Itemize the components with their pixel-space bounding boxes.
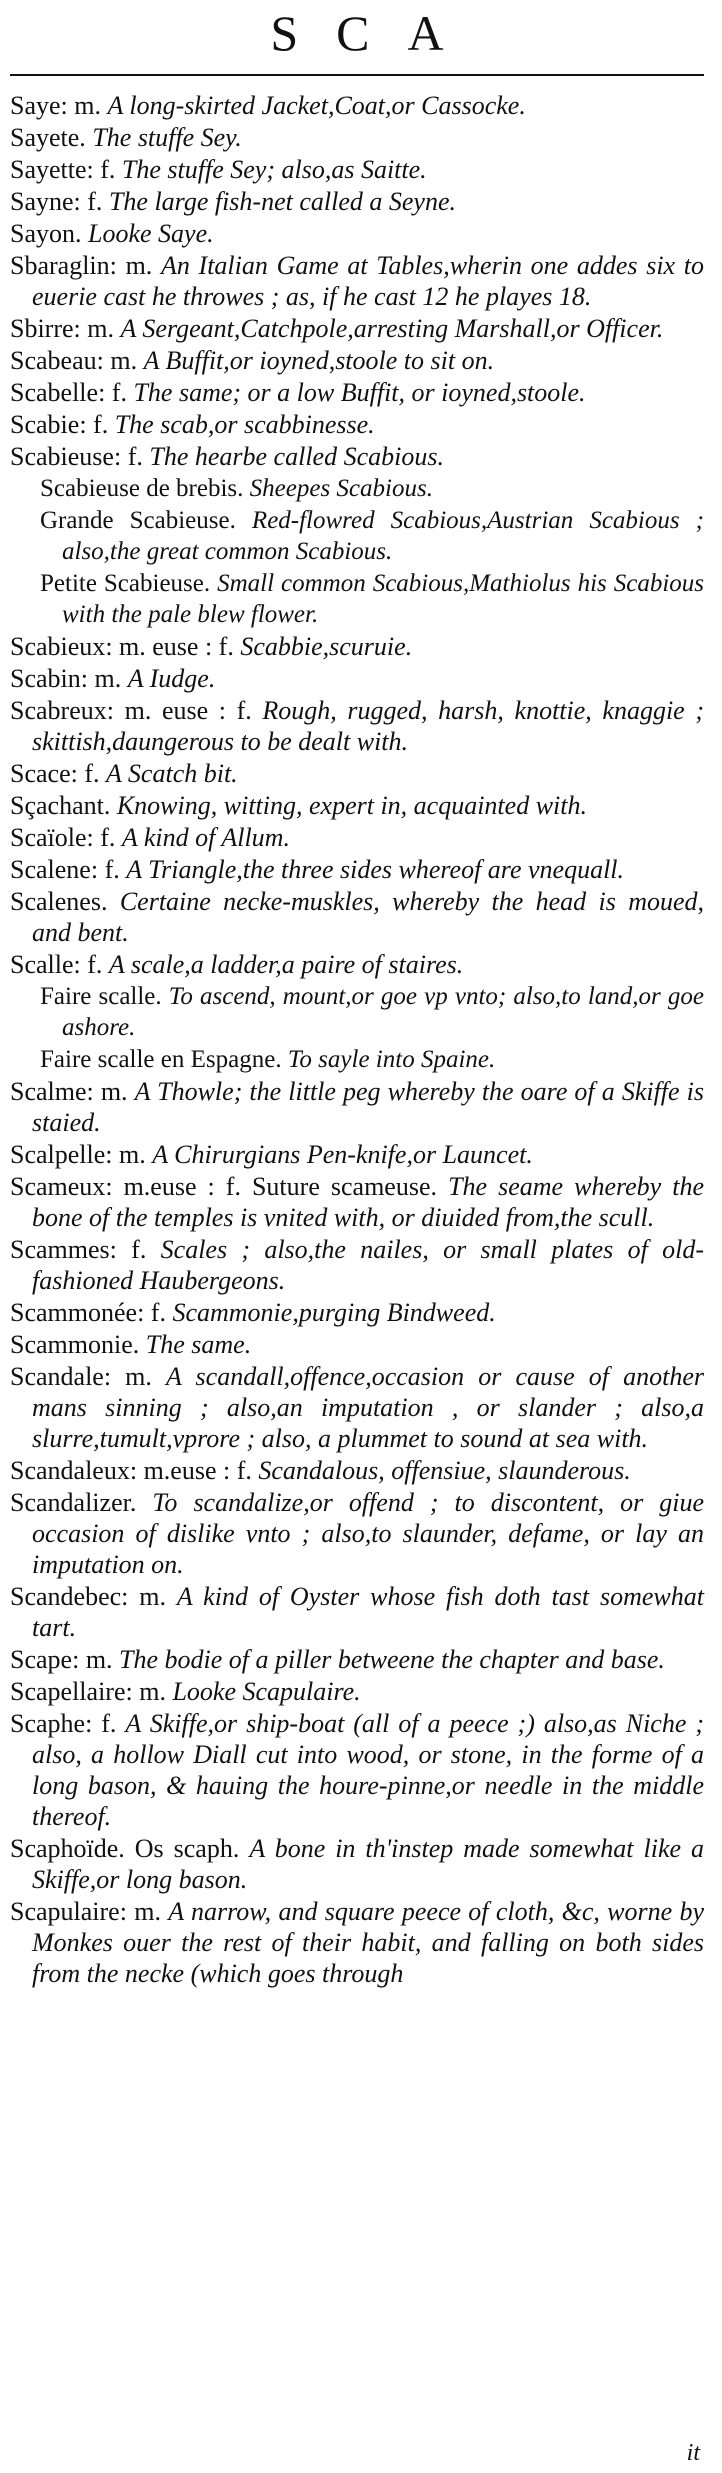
dictionary-entry <box>10 1833 704 1895</box>
definition: A bone in th'instep made somewhat like a Skiffe,or long bason. <box>32 1834 704 1894</box>
headword: Scandale <box>10 1362 104 1391</box>
grammar-label: : f. <box>86 155 116 184</box>
definition: To scandalize,or offend ; to discontent, or giue occasion of dislike vnto ; also,to slaunder, defame, or lay an imputation on. <box>32 1488 705 1579</box>
dictionary-entry <box>10 1171 704 1233</box>
definition: A kind of Allum. <box>121 823 290 852</box>
dictionary-entry <box>10 886 704 948</box>
definition: A Buffit,or ioyned,stoole to sit on. <box>143 346 495 375</box>
headword: Scammonie. <box>10 1330 140 1359</box>
headword: Scape <box>10 1645 73 1674</box>
sub-entry <box>10 505 704 567</box>
headword: Scalpelle <box>10 1140 106 1169</box>
definition: The stuffe Sey. <box>92 123 242 152</box>
definition: A narrow, and square peece of cloth, &c, worne by Monkes ouer the rest of their habit, and falling on both sides from the necke (which goes through <box>32 1897 704 1988</box>
definition: A Skiffe,or ship-boat (all of a peece ;) also,as Niche ; also, a hollow Diall cut into wood, or stone, in the forme of a long bason, & hauing the houre-pinne,or needle in the middle thereof. <box>32 1709 704 1831</box>
headword: Sbaraglin <box>10 251 110 280</box>
dictionary-entry <box>10 441 704 472</box>
dictionary-entry <box>10 1896 704 1989</box>
headword: Scapellaire <box>10 1677 126 1706</box>
dictionary-entry <box>10 218 704 249</box>
definition: Sheepes Scabious. <box>249 475 433 502</box>
dictionary-entry <box>10 122 704 153</box>
dictionary-entry <box>10 758 704 789</box>
headword: Scandalizer. <box>10 1488 137 1517</box>
definition: Scabbie,scuruie. <box>240 632 413 661</box>
headword: Scace <box>10 759 71 788</box>
dictionary-entry <box>10 1455 704 1486</box>
dictionary-entry <box>10 345 704 376</box>
definition: The same. <box>145 1330 252 1359</box>
definition: Small common Scabious,Mathiolus his Scabious with the pale blew flower. <box>62 570 705 628</box>
definition: The seame whereby the bone of the temples is vnited with, or diuided from,the scull. <box>32 1172 705 1232</box>
headword: Scalene <box>10 855 91 884</box>
grammar-label: : f. <box>85 1709 117 1738</box>
headword: Scalme <box>10 1077 87 1106</box>
grammar-label: : m. <box>121 1582 166 1611</box>
running-head: SCA <box>270 5 482 61</box>
dictionary-entry <box>10 663 704 694</box>
definition: Rough, rugged, harsh, knottie, knaggie ; skittish,daungerous to be dealt with. <box>32 696 704 756</box>
definition: Red-flowred Scabious,Austrian Scabious ; also,the great common Scabious. <box>62 507 704 565</box>
grammar-label: : f. <box>137 1298 166 1327</box>
headword: Scammes <box>10 1235 110 1264</box>
dictionary-entry <box>10 1676 704 1707</box>
definition: A Thowle; the little peg whereby the oare of a Skiffe is staied. <box>32 1077 704 1137</box>
sub-entry <box>10 1044 704 1075</box>
definition: The same; or a low Buffit, or ioyned,stoole. <box>133 378 586 407</box>
headword: Sbirre <box>10 314 74 343</box>
dictionary-entry <box>10 822 704 853</box>
grammar-label: : m. <box>86 1077 128 1106</box>
headword: Scameux <box>10 1172 106 1201</box>
definition: A scandall,offence,occasion or cause of another mans sinning ; also,an imputation , or slander ; also,a slurre,tumult,vprore ; also, a plummet to sound at sea with. <box>32 1362 704 1453</box>
grammar-label: : m.euse : f. Suture scameuse. <box>105 1172 438 1201</box>
headword: Scabieuse de brebis. <box>40 475 244 502</box>
definition: A scale,a ladder,a paire of staires. <box>108 950 464 979</box>
grammar-label: : f. <box>73 950 103 979</box>
headword: Scabieux <box>10 632 106 661</box>
grammar-label: : m. <box>125 1677 166 1706</box>
grammar-label: : f. <box>98 378 127 407</box>
page-header <box>10 0 704 78</box>
grammar-label: : m. <box>109 251 153 280</box>
definition: A Triangle,the three sides whereof are vnequall. <box>126 855 625 884</box>
dictionary-entry <box>10 186 704 217</box>
definition: Scales ; also,the nailes, or small plates of old-fashioned Haubergeons. <box>32 1235 705 1295</box>
catchword: it <box>686 2440 700 2466</box>
grammar-label: : f. <box>109 1235 147 1264</box>
headword: Grande Scabieuse. <box>40 507 236 534</box>
definition: A Chirurgians Pen-knife,or Launcet. <box>152 1140 533 1169</box>
dictionary-entry <box>10 90 704 121</box>
definition: To sayle into Spaine. <box>287 1046 496 1073</box>
headword: Scalle <box>10 950 74 979</box>
definition: Looke Scapulaire. <box>172 1677 361 1706</box>
dictionary-entry <box>10 790 704 821</box>
grammar-label: : m. <box>96 346 138 375</box>
sub-entry <box>10 568 704 630</box>
headword: Sayette <box>10 155 87 184</box>
grammar-label: : m. <box>80 664 122 693</box>
headword: Scandaleux <box>10 1456 130 1485</box>
headword: Scammonée <box>10 1298 138 1327</box>
headword: Scaphe <box>10 1709 86 1738</box>
dictionary-entry <box>10 377 704 408</box>
headword: Scaphoïde. Os scaph. <box>10 1834 240 1863</box>
definition: A Sergeant,Catchpole,arresting Marshall,or Officer. <box>120 314 664 343</box>
entry-list <box>10 78 704 1989</box>
dictionary-entry <box>10 1297 704 1328</box>
definition: A Iudge. <box>127 664 216 693</box>
dictionary-entry <box>10 313 704 344</box>
definition: The stuffe Sey; also,as Saitte. <box>121 155 427 184</box>
grammar-label: : m. <box>73 314 114 343</box>
grammar-label: : f. <box>79 410 109 439</box>
headword: Scabie <box>10 410 80 439</box>
headword: Scabin <box>10 664 81 693</box>
dictionary-entry <box>10 1644 704 1675</box>
headword: Scabeau <box>10 346 97 375</box>
grammar-label: : f. <box>90 855 120 884</box>
definition: To ascend, mount,or goe vp vnto; also,to land,or goe ashore. <box>62 983 704 1041</box>
headword: Scandebec <box>10 1582 122 1611</box>
definition: A Scatch bit. <box>106 759 238 788</box>
grammar-label: : m. <box>72 1645 113 1674</box>
grammar-label: : f. <box>70 759 100 788</box>
grammar-label: : f. <box>86 823 116 852</box>
sub-entry <box>10 473 704 504</box>
definition: An Italian Game at Tables,wherin one addes six to euerie cast he throwes ; as, if he cast 12 he playes 18. <box>32 251 704 311</box>
headword: Scapulaire <box>10 1897 120 1926</box>
dictionary-entry <box>10 1581 704 1643</box>
dictionary-entry <box>10 250 704 312</box>
definition: The large fish-net called a Seyne. <box>108 187 456 216</box>
headword: Faire scalle. <box>40 983 162 1010</box>
grammar-label: : m. <box>60 91 101 120</box>
dictionary-entry <box>10 854 704 885</box>
headword: Faire scalle en Espagne. <box>40 1046 282 1073</box>
headword: Scabieuse <box>10 442 114 471</box>
dictionary-entry <box>10 1329 704 1360</box>
definition: Looke Saye. <box>88 219 214 248</box>
definition: Scammonie,purging Bindweed. <box>172 1298 496 1327</box>
definition: Certaine necke-muskles, whereby the head is moued, and bent. <box>32 887 705 947</box>
dictionary-entry <box>10 1361 704 1454</box>
grammar-label: : m. euse : f. <box>105 632 234 661</box>
grammar-label: : m. euse : f. <box>106 696 252 725</box>
dictionary-entry <box>10 409 704 440</box>
definition: A kind of Oyster whose fish doth tast somewhat tart. <box>32 1582 704 1642</box>
headword: Scabreux <box>10 696 107 725</box>
headword: Sçachant. <box>10 791 111 820</box>
headword: Scabelle <box>10 378 99 407</box>
grammar-label: : m.euse : f. <box>129 1456 252 1485</box>
grammar-label: : m. <box>103 1362 152 1391</box>
definition: Knowing, witting, expert in, acquainted with. <box>116 791 587 820</box>
headword: Petite Scabieuse. <box>40 570 211 597</box>
dictionary-entry <box>10 154 704 185</box>
definition: The bodie of a piller betweene the chapter and base. <box>119 1645 665 1674</box>
headword: Saye <box>10 91 61 120</box>
dictionary-entry <box>10 1076 704 1138</box>
grammar-label: : m. <box>119 1897 161 1926</box>
dictionary-entry <box>10 1234 704 1296</box>
dictionary-entry <box>10 1487 704 1580</box>
grammar-label: : f. <box>113 442 143 471</box>
definition: A long-skirted Jacket,Coat,or Cassocke. <box>107 91 526 120</box>
headword: Scalenes. <box>10 887 108 916</box>
headword: Sayete. <box>10 123 86 152</box>
headword: Sayon. <box>10 219 82 248</box>
header-rule <box>10 74 704 76</box>
headword: Scaïole <box>10 823 87 852</box>
dictionary-entry <box>10 695 704 757</box>
grammar-label: : f. <box>73 187 103 216</box>
dictionary-entry <box>10 949 704 980</box>
sub-entry <box>10 981 704 1043</box>
definition: Scandalous, offensiue, slaunderous. <box>258 1456 631 1485</box>
definition: The hearbe called Scabious. <box>149 442 444 471</box>
dictionary-entry <box>10 631 704 662</box>
dictionary-entry <box>10 1708 704 1832</box>
definition: The scab,or scabbinesse. <box>114 410 375 439</box>
dictionary-entry <box>10 1139 704 1170</box>
headword: Sayne <box>10 187 74 216</box>
grammar-label: : m. <box>105 1140 146 1169</box>
